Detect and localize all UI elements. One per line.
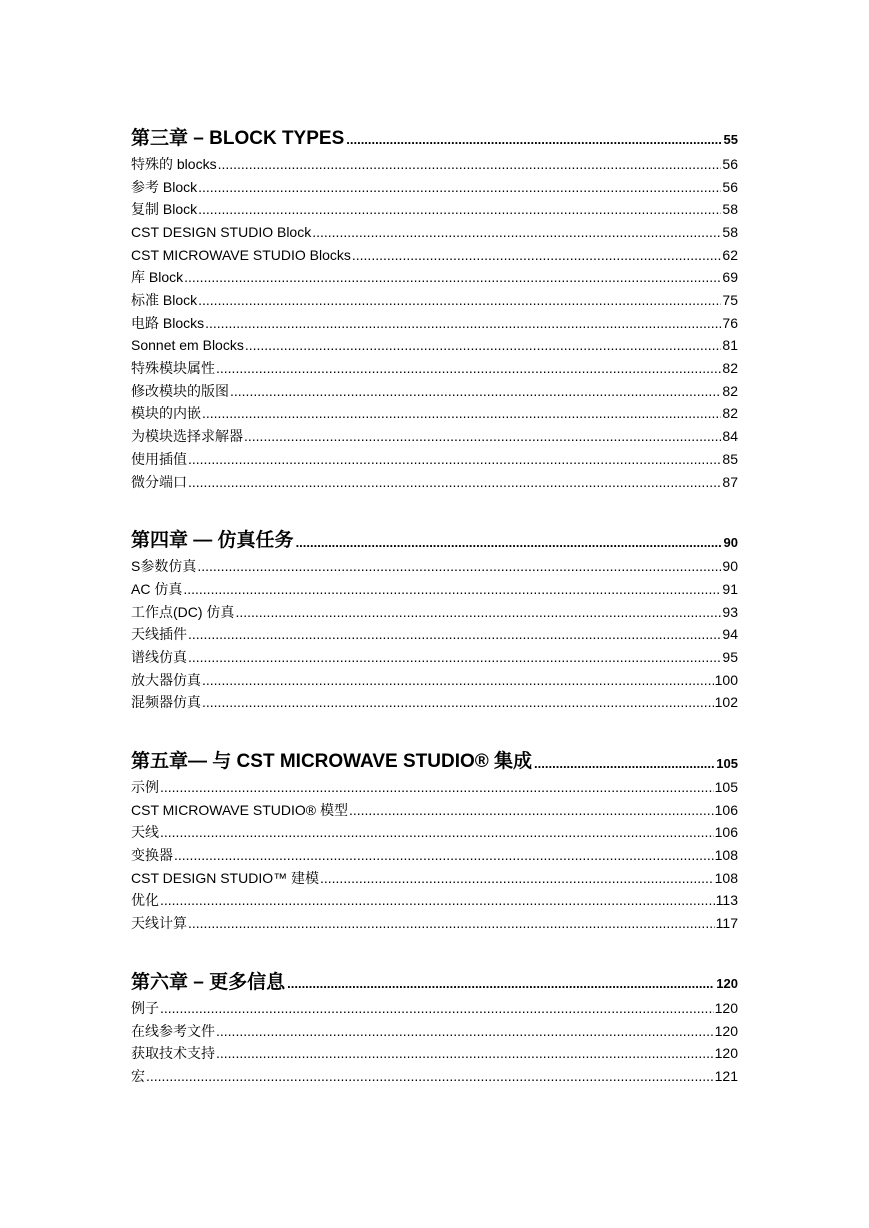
chapter-6 [131, 956, 738, 1085]
toc-entry[interactable] [131, 994, 738, 1017]
dot-leader [244, 428, 721, 445]
entry-label: 放大器仿真 [131, 671, 201, 688]
toc-entry[interactable] [131, 173, 738, 196]
toc-entry[interactable] [131, 864, 738, 887]
dot-leader [197, 558, 721, 575]
chapter-page-number: 55 [723, 132, 738, 148]
toc-entry[interactable] [131, 354, 738, 377]
dot-leader [216, 1045, 714, 1062]
chapter-title: 第三章 – BLOCK TYPES [131, 128, 345, 149]
entry-label: 特殊的 blocks [131, 155, 217, 172]
entry-page-number: 120 [714, 1045, 738, 1062]
entry-label: 修改模块的版图 [131, 382, 229, 399]
toc-entry[interactable] [131, 150, 738, 173]
dot-leader [160, 1000, 714, 1017]
entry-page-number: 117 [715, 915, 738, 932]
chapter-4 [131, 514, 738, 711]
dot-leader [230, 383, 721, 400]
toc-entry[interactable] [131, 309, 738, 332]
entry-page-number: 84 [722, 428, 738, 445]
entry-page-number: 90 [722, 558, 738, 575]
toc-entry[interactable] [131, 1039, 738, 1062]
dot-leader [534, 756, 714, 772]
entry-label: S参数仿真 [131, 558, 197, 575]
entry-label: 变换器 [131, 847, 173, 864]
toc-entry[interactable] [131, 887, 738, 910]
dot-leader [216, 1023, 714, 1040]
dot-leader [188, 474, 721, 491]
toc-entry[interactable] [131, 575, 738, 598]
entry-page-number: 69 [722, 269, 738, 286]
toc-entry[interactable] [131, 445, 738, 468]
toc-entry[interactable] [131, 195, 738, 218]
chapter-page-number: 105 [716, 755, 738, 771]
chapter-title: 第五章— 与 CST MICROWAVE STUDIO® 集成 [131, 751, 533, 773]
dot-leader [160, 824, 714, 841]
entry-label: 库 Block [131, 269, 184, 286]
entry-page-number: 56 [722, 155, 738, 172]
chapter-heading [131, 514, 738, 550]
chapter-title: 第四章 — 仿真任务 [131, 530, 294, 552]
entry-label: 天线计算 [131, 915, 187, 932]
entry-label: 示例 [131, 779, 159, 796]
dot-leader [188, 649, 721, 666]
dot-leader [287, 976, 714, 992]
chapter-page-number: 90 [723, 534, 738, 550]
entry-page-number: 108 [714, 847, 738, 864]
chapter-heading [131, 956, 738, 992]
chapter-heading [131, 112, 738, 148]
entry-label: AC 仿真 [131, 580, 183, 597]
entry-page-number: 121 [714, 1067, 738, 1084]
chapter-title: 第六章 – 更多信息 [131, 971, 286, 993]
dot-leader [188, 451, 721, 468]
toc-entry[interactable] [131, 620, 738, 643]
dot-leader [198, 292, 721, 309]
toc-entry[interactable] [131, 1017, 738, 1040]
entry-page-number: 108 [714, 869, 738, 886]
toc-entry[interactable] [131, 218, 738, 241]
entry-page-number: 87 [722, 473, 738, 490]
dot-leader [198, 201, 721, 218]
entry-label: 使用插值 [131, 450, 187, 467]
toc-entry[interactable] [131, 796, 738, 819]
dot-leader [184, 269, 721, 286]
toc-entry[interactable] [131, 286, 738, 309]
entry-label: 工作点(DC) 仿真 [131, 603, 235, 620]
dot-leader [218, 156, 722, 173]
toc-entry[interactable] [131, 643, 738, 666]
toc-entry[interactable] [131, 841, 738, 864]
dot-leader [160, 779, 714, 796]
entry-label: 宏 [131, 1067, 145, 1084]
entry-page-number: 105 [714, 779, 738, 796]
entry-page-number: 120 [714, 1022, 738, 1039]
entry-label: CST DESIGN STUDIO™ 建模 [131, 869, 319, 886]
dot-leader [202, 694, 714, 711]
dot-leader [146, 1068, 714, 1085]
entry-page-number: 93 [722, 603, 738, 620]
entry-label: 混频器仿真 [131, 694, 201, 711]
entry-page-number: 94 [722, 626, 738, 643]
entry-page-number: 58 [722, 223, 738, 240]
toc-entry[interactable] [131, 552, 738, 575]
entry-label: 特殊模块属性 [131, 360, 215, 377]
toc-entry[interactable] [131, 819, 738, 842]
dot-leader [349, 802, 714, 819]
dot-leader [352, 247, 722, 264]
toc-entry[interactable] [131, 263, 738, 286]
dot-leader [346, 132, 721, 148]
chapter-heading [131, 735, 738, 771]
dot-leader [183, 581, 721, 598]
dot-leader [245, 337, 722, 354]
entry-label: 复制 Block [131, 201, 198, 218]
entry-page-number: 82 [722, 405, 738, 422]
dot-leader [188, 626, 721, 643]
entry-page-number: 102 [714, 694, 738, 711]
toc-entry[interactable] [131, 773, 738, 796]
entry-page-number: 91 [722, 580, 738, 597]
dot-leader [188, 915, 715, 932]
entry-label: 优化 [131, 892, 159, 909]
toc-entry[interactable] [131, 688, 738, 711]
dot-leader [205, 315, 721, 332]
entry-page-number: 85 [722, 450, 738, 467]
entry-label: 天线插件 [131, 626, 187, 643]
dot-leader [312, 224, 721, 241]
chapter-5 [131, 735, 738, 932]
dot-leader [216, 360, 721, 377]
entry-label: 标准 Block [131, 292, 198, 309]
toc-entry[interactable] [131, 598, 738, 621]
entry-page-number: 95 [722, 648, 738, 665]
toc-entry[interactable] [131, 332, 738, 355]
entry-page-number: 62 [722, 246, 738, 263]
toc-entry[interactable] [131, 1062, 738, 1085]
chapter-3 [131, 112, 738, 490]
dot-leader [202, 672, 714, 689]
table-of-contents [131, 112, 738, 1085]
entry-label: Sonnet em Blocks [131, 337, 244, 354]
entry-page-number: 82 [722, 360, 738, 377]
dot-leader [235, 604, 721, 621]
entry-page-number: 76 [722, 314, 738, 331]
entry-page-number: 82 [722, 382, 738, 399]
entry-label: 在线参考文件 [131, 1022, 215, 1039]
dot-leader [296, 535, 722, 551]
dot-leader [160, 892, 715, 909]
entry-page-number: 81 [722, 337, 738, 354]
entry-label: 获取技术支持 [131, 1045, 215, 1062]
entry-label: 参考 Block [131, 178, 198, 195]
entry-label: CST DESIGN STUDIO Block [131, 223, 312, 240]
toc-entry[interactable] [131, 377, 738, 400]
toc-entry[interactable] [131, 241, 738, 264]
dot-leader [174, 847, 714, 864]
entry-label: 谱线仿真 [131, 648, 187, 665]
dot-leader [202, 405, 721, 422]
chapter-page-number: 120 [716, 976, 738, 992]
entry-label: 为模块选择求解器 [131, 428, 243, 445]
dot-leader [320, 870, 714, 887]
entry-page-number: 100 [714, 671, 738, 688]
toc-entry[interactable] [131, 909, 738, 932]
toc-entry[interactable] [131, 422, 738, 445]
entry-label: 微分端口 [131, 473, 187, 490]
toc-entry[interactable] [131, 468, 738, 491]
entry-label: 天线 [131, 824, 159, 841]
entry-page-number: 120 [714, 999, 738, 1016]
entry-label: CST MICROWAVE STUDIO Blocks [131, 246, 351, 263]
entry-label: 模块的内嵌 [131, 405, 201, 422]
toc-entry[interactable] [131, 666, 738, 689]
entry-label: 电路 Blocks [131, 314, 205, 331]
entry-page-number: 58 [722, 201, 738, 218]
dot-leader [198, 179, 721, 196]
entry-label: 例子 [131, 999, 159, 1016]
toc-entry[interactable] [131, 400, 738, 423]
entry-page-number: 113 [715, 892, 738, 909]
entry-page-number: 56 [722, 178, 738, 195]
entry-page-number: 106 [714, 824, 738, 841]
entry-label: CST MICROWAVE STUDIO® 模型 [131, 801, 348, 818]
entry-page-number: 75 [722, 292, 738, 309]
entry-page-number: 106 [714, 801, 738, 818]
